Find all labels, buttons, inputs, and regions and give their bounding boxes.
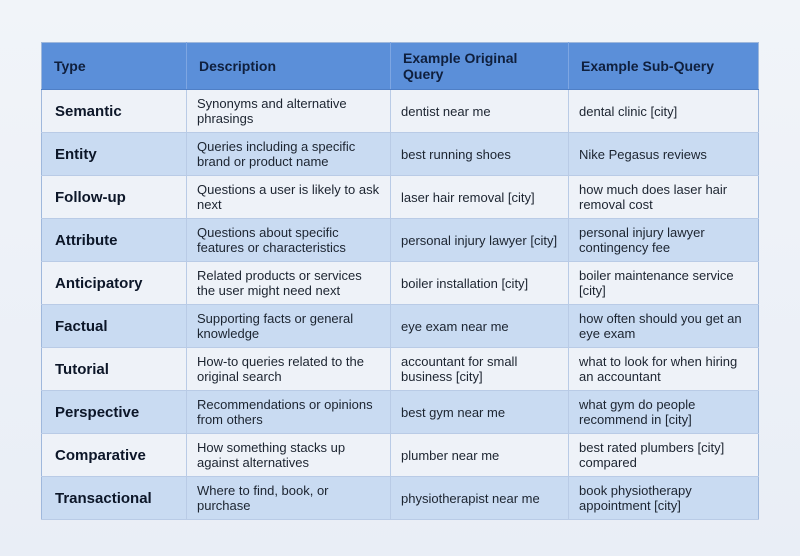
query-types-table bbox=[41, 42, 759, 520]
original-query-cell: laser hair removal [city] bbox=[391, 176, 569, 219]
type-cell: Follow-up bbox=[42, 176, 187, 219]
description-cell: Queries including a specific brand or product name bbox=[187, 133, 391, 176]
header-example-original-query: Example Original Query bbox=[391, 43, 569, 90]
table-row bbox=[42, 90, 759, 133]
table-body bbox=[42, 90, 759, 520]
description-cell: Questions a user is likely to ask next bbox=[187, 176, 391, 219]
type-cell: Tutorial bbox=[42, 348, 187, 391]
sub-query-cell: book physiotherapy appointment [city] bbox=[569, 477, 759, 520]
original-query-cell: personal injury lawyer [city] bbox=[391, 219, 569, 262]
type-cell: Transactional bbox=[42, 477, 187, 520]
type-cell: Semantic bbox=[42, 90, 187, 133]
table-row bbox=[42, 219, 759, 262]
sub-query-cell: best rated plumbers [city] compared bbox=[569, 434, 759, 477]
table-row bbox=[42, 305, 759, 348]
table-row bbox=[42, 477, 759, 520]
type-cell: Attribute bbox=[42, 219, 187, 262]
original-query-cell: best running shoes bbox=[391, 133, 569, 176]
table-row bbox=[42, 262, 759, 305]
table-header bbox=[42, 43, 759, 90]
table-row bbox=[42, 348, 759, 391]
header-description: Description bbox=[187, 43, 391, 90]
type-cell: Perspective bbox=[42, 391, 187, 434]
header-type: Type bbox=[42, 43, 187, 90]
table-row bbox=[42, 133, 759, 176]
original-query-cell: accountant for small business [city] bbox=[391, 348, 569, 391]
description-cell: How something stacks up against alternatives bbox=[187, 434, 391, 477]
type-cell: Factual bbox=[42, 305, 187, 348]
original-query-cell: physiotherapist near me bbox=[391, 477, 569, 520]
type-cell: Comparative bbox=[42, 434, 187, 477]
description-cell: Recommendations or opinions from others bbox=[187, 391, 391, 434]
original-query-cell: best gym near me bbox=[391, 391, 569, 434]
description-cell: How-to queries related to the original search bbox=[187, 348, 391, 391]
original-query-cell: dentist near me bbox=[391, 90, 569, 133]
sub-query-cell: how often should you get an eye exam bbox=[569, 305, 759, 348]
sub-query-cell: dental clinic [city] bbox=[569, 90, 759, 133]
sub-query-cell: how much does laser hair removal cost bbox=[569, 176, 759, 219]
sub-query-cell: Nike Pegasus reviews bbox=[569, 133, 759, 176]
original-query-cell: plumber near me bbox=[391, 434, 569, 477]
description-cell: Where to find, book, or purchase bbox=[187, 477, 391, 520]
table-row bbox=[42, 391, 759, 434]
table-row bbox=[42, 176, 759, 219]
header-example-sub-query: Example Sub-Query bbox=[569, 43, 759, 90]
sub-query-cell: boiler maintenance service [city] bbox=[569, 262, 759, 305]
header-row bbox=[42, 43, 759, 90]
sub-query-cell: personal injury lawyer contingency fee bbox=[569, 219, 759, 262]
description-cell: Supporting facts or general knowledge bbox=[187, 305, 391, 348]
description-cell: Questions about specific features or characteristics bbox=[187, 219, 391, 262]
description-cell: Related products or services the user might need next bbox=[187, 262, 391, 305]
table-row bbox=[42, 434, 759, 477]
sub-query-cell: what to look for when hiring an accountant bbox=[569, 348, 759, 391]
original-query-cell: boiler installation [city] bbox=[391, 262, 569, 305]
original-query-cell: eye exam near me bbox=[391, 305, 569, 348]
description-cell: Synonyms and alternative phrasings bbox=[187, 90, 391, 133]
type-cell: Anticipatory bbox=[42, 262, 187, 305]
type-cell: Entity bbox=[42, 133, 187, 176]
sub-query-cell: what gym do people recommend in [city] bbox=[569, 391, 759, 434]
